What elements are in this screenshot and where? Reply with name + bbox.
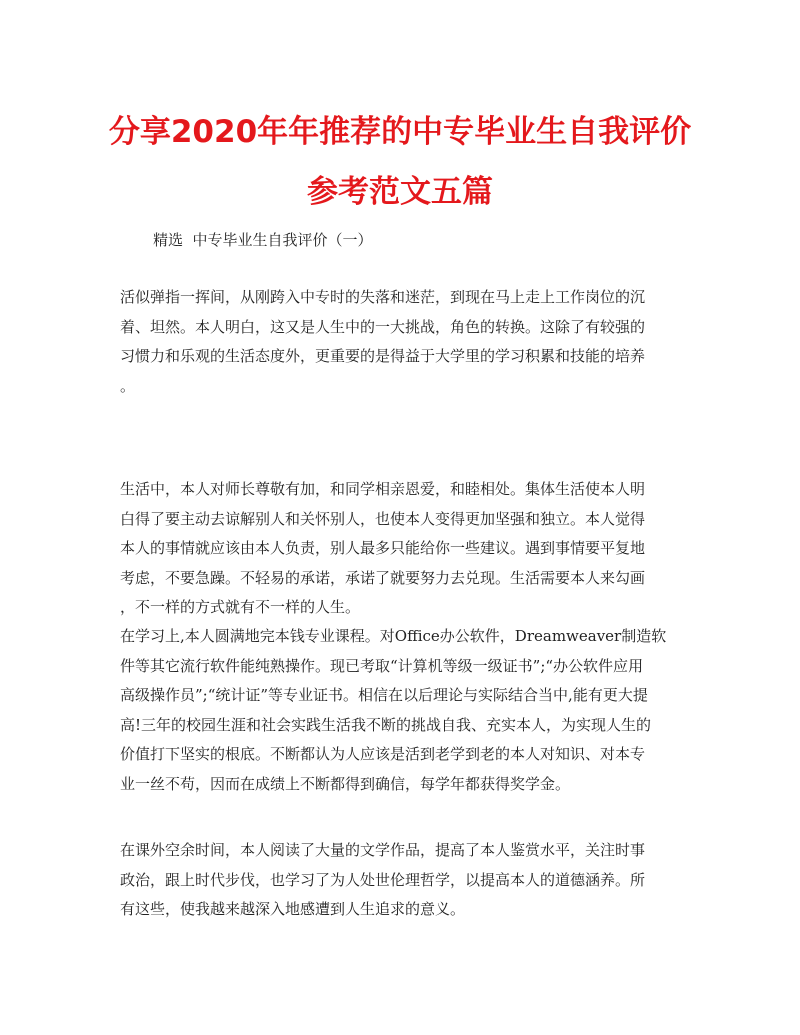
document-title-line-2: 参考范文五篇 — [307, 174, 493, 210]
paragraph-line: 白得了要主动去谅解别人和关怀别人，也使本人变得更加坚强和独立。本人觉得 — [120, 509, 646, 528]
paragraph-line: 政治，跟上时代步伐，也学习了为人处世伦理哲学，以提高本人的道德涵养。所 — [120, 870, 646, 889]
paragraph-1 — [120, 283, 682, 401]
paragraph-line: 高!三年的校园生涯和社会实践生活我不断的挑战自我、充实本人，为实现人生的 — [120, 715, 652, 734]
paragraph-line: 价值打下坚实的根底。不断都认为人应该是活到老学到老的本人对知识、对本专 — [120, 745, 646, 763]
section-heading: 精选 中专毕业生自我评价（一） — [153, 231, 373, 249]
document-title-line-1: 分享2020年年推荐的中专毕业生自我评价 — [108, 114, 692, 150]
paragraph-2 — [120, 475, 682, 623]
paragraph-line: 本人的事情就应该由本人负责，别人最多只能给你一些建议。遇到事情要平复地 — [120, 539, 646, 557]
paragraph-line: 高级操作员”;“统计证”等专业证书。相信在以后理论与实际结合当中,能有更大提 — [120, 686, 648, 704]
paragraph-line: 生活中，本人对师长尊敬有加，和同学相亲恩爱，和睦相处。集体生活使本人明 — [120, 480, 646, 498]
paragraph-line: 。 — [120, 376, 136, 395]
paragraph-line: 着、坦然。本人明白，这又是人生中的一大挑战，角色的转换。这除了有较强的 — [120, 317, 646, 336]
paragraph-line: 有这些，使我越来越深入地感遭到人生追求的意义。 — [120, 900, 466, 918]
paragraph-line: 在课外空余时间，本人阅读了大量的文学作品，提高了本人鉴赏水平，关注时事 — [120, 841, 646, 859]
paragraph-line: 件等其它流行软件能纯熟操作。现已考取“计算机等级一级证书”;“办公软件应用 — [120, 656, 644, 675]
paragraph-line: 考虑，不要急躁。不轻易的承诺，承诺了就要努力去兑现。生活需要本人来勾画 — [120, 568, 646, 587]
paragraph-line: 业一丝不苟，因而在成绩上不断都得到确信，每学年都获得奖学金。 — [120, 774, 571, 793]
paragraph-line: 习惯力和乐观的生活态度外，更重要的是得益于大学里的学习积累和技能的培养 — [120, 347, 646, 365]
paragraph-4 — [120, 836, 682, 925]
paragraph-3 — [120, 622, 682, 799]
paragraph-line: ，不一样的方式就有不一样的人生。 — [120, 598, 361, 616]
paragraph-line: 在学习上,本人圆满地完本钱专业课程。对Office办公软件，Dreamweaver制造软 — [120, 627, 667, 645]
paragraph-line: 活似弹指一挥间，从刚跨入中专时的失落和迷茫，到现在马上走上工作岗位的沉 — [120, 288, 646, 306]
